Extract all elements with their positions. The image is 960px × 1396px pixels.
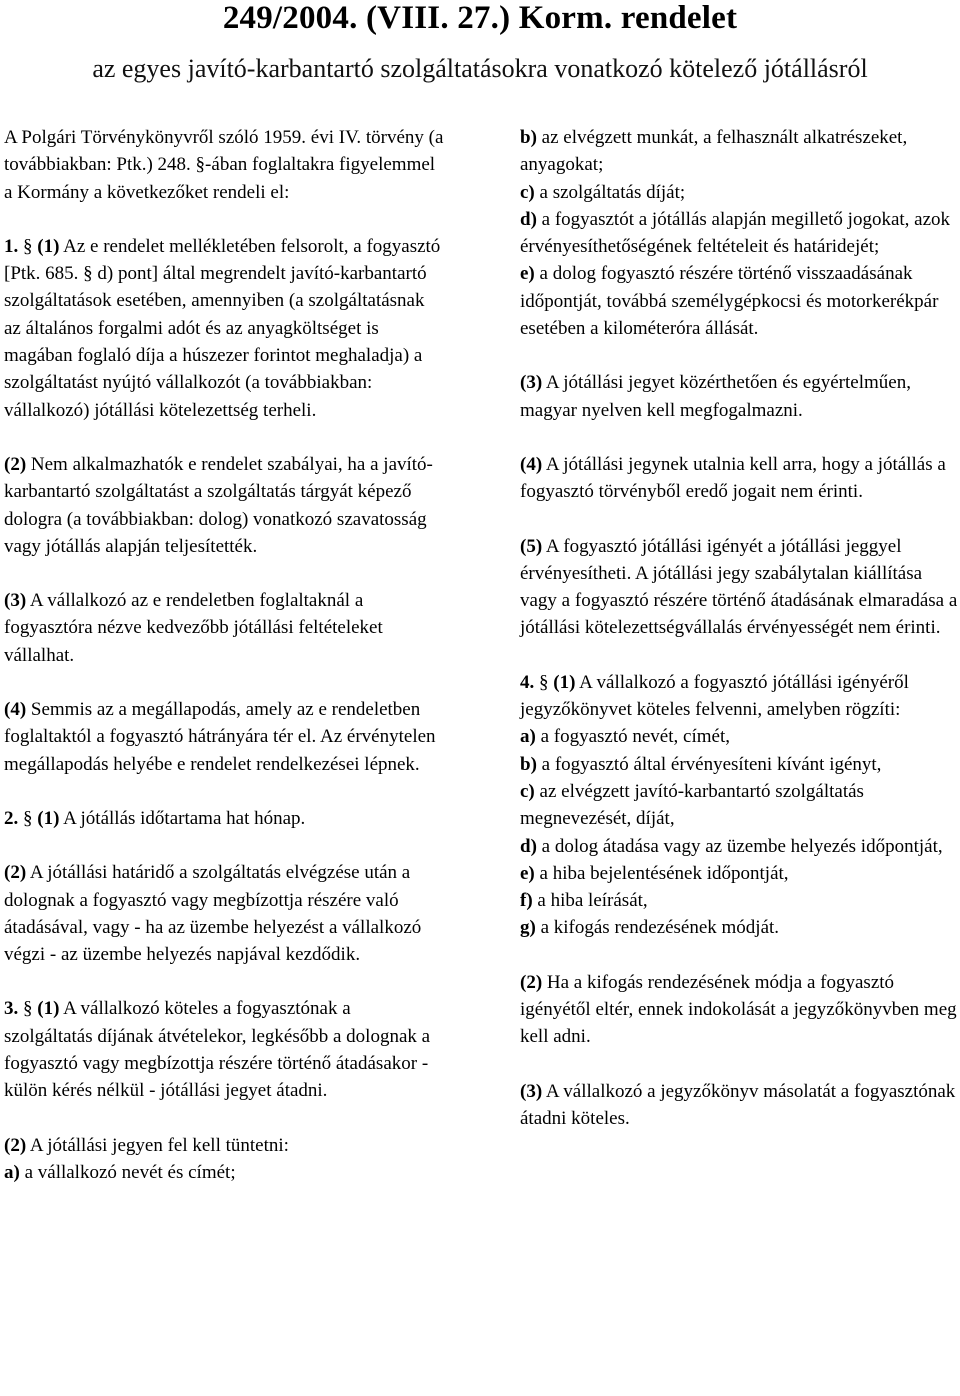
- item-label: a): [4, 1161, 20, 1183]
- section-number: 4.: [520, 671, 535, 693]
- item-label: b): [520, 753, 537, 775]
- section-number: 1.: [4, 235, 19, 257]
- item-label: e): [520, 862, 535, 884]
- item-text: a vállalkozó nevét és címét;: [19, 1161, 236, 1183]
- paragraph-label: (1): [37, 998, 60, 1020]
- section-1-4: [4, 696, 444, 778]
- item-text: a dolog átadása vagy az üzembe helyezés időpontját,: [536, 835, 943, 857]
- item-label: e): [520, 263, 535, 285]
- paragraph-text: A vállalkozó a jegyzőkönyv másolatát a fogyasztónak átadni köteles.: [520, 1080, 956, 1129]
- paragraph-text: Nem alkalmazhatók e rendelet szabályai, ha a javító-karbantartó szolgáltatást a szolgáltatás tárgyát képező dologra (a továbbiakban: dolog) vonatkozó szavatosság vagy jótállás alapján teljesítették.: [4, 453, 433, 557]
- paragraph-label: (2): [520, 971, 543, 993]
- section-sign: §: [23, 807, 33, 829]
- section-3-4: [520, 451, 960, 506]
- section-4-1-f: [520, 887, 960, 914]
- item-text: a kifogás rendezésének módját.: [535, 917, 780, 939]
- paragraph-text: A vállalkozó az e rendeletben foglaltaknál a fogyasztóra nézve kedvezőbb jótállási feltételeket vállalhat.: [4, 590, 383, 666]
- section-4-1-c: [520, 778, 960, 833]
- item-text: a hiba leírását,: [532, 890, 648, 912]
- section-4-1: [520, 669, 960, 724]
- paragraph-label: (4): [4, 699, 27, 721]
- item-text: a hiba bejelentésének időpontját,: [534, 862, 789, 884]
- section-sign: §: [539, 671, 549, 693]
- section-3-2-e: [520, 260, 960, 342]
- item-label: c): [520, 780, 535, 802]
- item-text: a fogyasztó nevét, címét,: [535, 726, 730, 748]
- paragraph-text: A jótállási jegyet közérthetően és egyértelműen, magyar nyelven kell megfogalmazni.: [520, 372, 911, 421]
- paragraph-text: A vállalkozó köteles a fogyasztónak a szolgáltatás díjának átvételekor, legkésőbb a dolognak a fogyasztó vagy megbízottja részére történő átadásakor - külön kérés nélkül - jótállási jegyet átadni.: [4, 998, 431, 1102]
- paragraph-text: A jótállás időtartama hat hónap.: [59, 807, 306, 829]
- section-3-2-d: [520, 206, 960, 261]
- section-sign: §: [23, 998, 33, 1020]
- section-3-2: [4, 1132, 444, 1159]
- paragraph-label: (2): [4, 1134, 27, 1156]
- paragraph-text: A jótállási jegynek utalnia kell arra, hogy a jótállás a fogyasztó törvényből eredő jogait nem érinti.: [520, 453, 946, 503]
- intro-text: A Polgári Törvénykönyvről szóló 1959. évi IV. törvény (a továbbiakban: Ptk.) 248. §-ában foglaltakra figyelemmel a Kormány a következőket rendeli el:: [4, 127, 444, 203]
- paragraph-text: A fogyasztó jótállási igényét a jótállási jeggyel érvényesítheti. A jótállási jegy szabálytalan kiállítása vagy a fogyasztó részére történő átadásának elmaradása a jótállási kötelezettségvállalás érvényességét nem érinti.: [520, 535, 958, 639]
- paragraph-label: (1): [37, 235, 60, 257]
- paragraph-text: Ha a kifogás rendezésének módja a fogyasztó igényétől eltér, ennek indokolását a jegyzőkönyvben meg kell adni.: [520, 971, 957, 1048]
- section-1-1: [4, 233, 444, 424]
- section-number: 2.: [4, 807, 19, 829]
- section-4-1-e: [520, 860, 960, 887]
- paragraph-label: (1): [37, 807, 60, 829]
- section-number: 3.: [4, 998, 19, 1020]
- section-sign: §: [23, 235, 33, 257]
- item-label: g): [520, 917, 536, 939]
- paragraph-label: (2): [4, 453, 27, 475]
- paragraph-text: A jótállási határidő a szolgáltatás elvégzése után a dolognak a fogyasztó vagy megbízottja részére való átadásával, vagy - ha az üzembe helyezést a vállalkozó végzi - az üzembe helyezés napjával kezdődik.: [4, 862, 422, 966]
- document-header: [0, 0, 960, 84]
- section-3-3: [520, 369, 960, 424]
- item-label: c): [520, 181, 535, 203]
- item-text: az elvégzett javító-karbantartó szolgáltatás megnevezését, díját,: [520, 780, 864, 830]
- section-4-1-b: [520, 751, 960, 778]
- paragraph-text: Semmis az a megállapodás, amely az e rendeletben foglaltaktól a fogyasztó hátrányára tér el. Az érvénytelen megállapodás helyébe e rendelet rendelkezései lépnek.: [4, 699, 436, 775]
- section-4-1-d: [520, 833, 960, 860]
- section-3-1: [4, 995, 444, 1104]
- section-3-2-a: [4, 1159, 444, 1186]
- paragraph-label: (3): [520, 1080, 543, 1102]
- section-3-2-c: [520, 179, 960, 206]
- item-label: d): [520, 208, 537, 230]
- section-1-2: [4, 451, 444, 560]
- section-4-1-a: [520, 723, 960, 750]
- paragraph-label: (2): [4, 862, 27, 884]
- right-column: [520, 124, 960, 1132]
- paragraph-text: A jótállási jegyen fel kell tüntetni:: [26, 1134, 289, 1156]
- left-column: [4, 124, 444, 1186]
- section-1-3: [4, 587, 444, 669]
- item-text: az elvégzett munkát, a felhasznált alkatrészeket, anyagokat;: [520, 127, 908, 176]
- paragraph-label: (4): [520, 453, 543, 475]
- paragraph-label: (3): [4, 590, 27, 612]
- item-text: a dolog fogyasztó részére történő visszaadásának időpontját, továbbá személygépkocsi és motorkerékpár esetében a kilométeróra állását.: [520, 263, 939, 340]
- item-label: d): [520, 835, 537, 857]
- item-text: a szolgáltatás díját;: [534, 181, 686, 203]
- section-3-5: [520, 533, 960, 642]
- paragraph-label: (5): [520, 535, 543, 557]
- section-4-3: [520, 1078, 960, 1133]
- paragraph-text: A vállalkozó a fogyasztó jótállási igényéről jegyzőkönyvet köteles felvenni, amelyben rögzíti:: [520, 671, 909, 721]
- paragraph-label: (1): [553, 671, 576, 693]
- section-2-2: [4, 859, 444, 968]
- document-subtitle: az egyes javító-karbantartó szolgáltatásokra vonatkozó kötelező jótállásról: [92, 54, 868, 83]
- item-label: f): [520, 890, 533, 912]
- section-3-2-b: [520, 124, 960, 179]
- item-text: a fogyasztót a jótállás alapján megillető jogokat, azok érvényesíthetőségének feltételeit és határidejét;: [520, 208, 951, 258]
- item-label: a): [520, 726, 536, 748]
- section-4-1-g: [520, 914, 960, 941]
- intro-paragraph: [4, 124, 444, 206]
- document-title: 249/2004. (VIII. 27.) Korm. rendelet: [222, 0, 738, 36]
- section-4-2: [520, 969, 960, 1051]
- item-label: b): [520, 127, 537, 148]
- item-text: a fogyasztó által érvényesíteni kívánt igényt,: [536, 753, 882, 775]
- section-2-1: [4, 805, 444, 832]
- paragraph-label: (3): [520, 372, 543, 394]
- paragraph-text: Az e rendelet mellékletében felsorolt, a fogyasztó [Ptk. 685. § d) pont] által megrendelt javító-karbantartó szolgáltatások esetében, amennyiben (a szolgáltatásnak az általános forgalmi adót és az anyagköltséget is magában foglaló díja a húszezer forintot meghaladja) a szolgáltatást nyújtó vállalkozót (a továbbiakban: vállalkozó) jótállási kötelezettség terheli.: [4, 235, 441, 421]
